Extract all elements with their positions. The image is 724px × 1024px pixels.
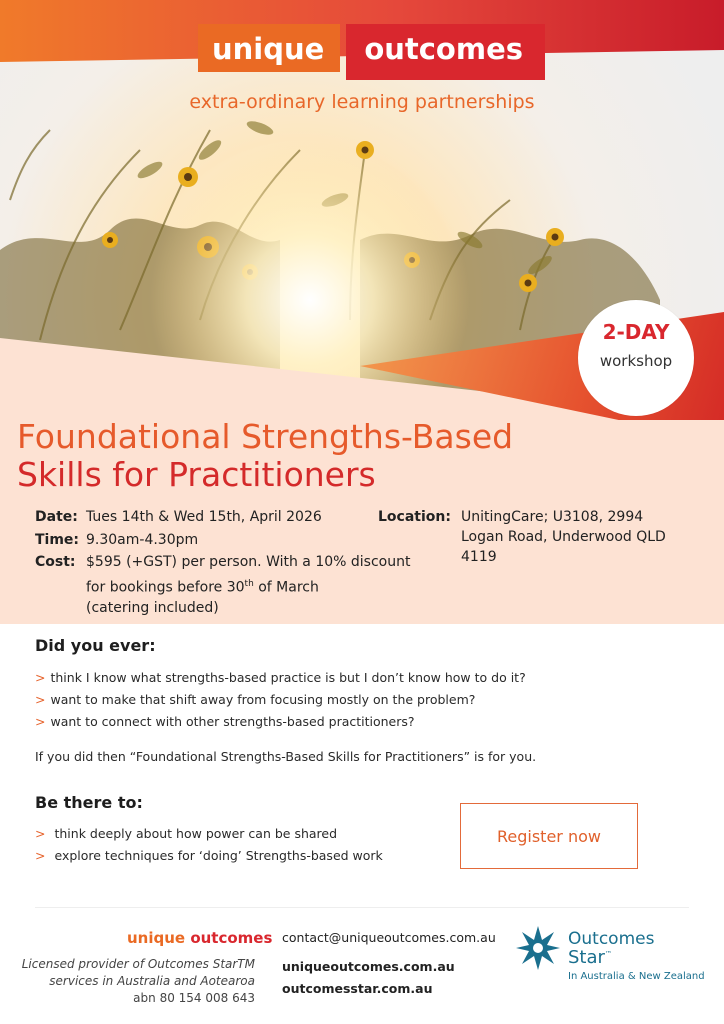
cost-line-1: $595 (+GST) per person. With a 10% discount (86, 554, 411, 570)
logo-outcomes-block: outcomes (346, 24, 545, 80)
outcomes-star-word2 (568, 947, 612, 968)
website-link-unique[interactable]: uniqueoutcomes.com.au (282, 959, 455, 974)
did-you-ever-list (35, 667, 526, 733)
chevron-right-icon: > (35, 692, 46, 707)
badge-type: workshop (599, 352, 673, 370)
page-title (17, 418, 513, 494)
location-row (378, 507, 451, 527)
date-row (35, 507, 78, 527)
time-value: 9.30am-4.30pm (86, 532, 199, 548)
location-line-3: 4119 (461, 549, 497, 565)
outcomes-star-tm: ™ (604, 950, 612, 958)
chevron-right-icon: > (35, 848, 46, 863)
license-statement (22, 956, 255, 990)
logo-unique-block: unique (198, 24, 340, 72)
abn-number: abn 80 154 008 643 (133, 991, 255, 1005)
license-line-2: services in Australia and Aotearoa (49, 974, 255, 988)
list-item-text: want to connect with other strengths-based practitioners? (50, 714, 415, 729)
outcomes-star-word2-text: Star (568, 947, 605, 968)
footer-brand-unique: unique (127, 929, 186, 947)
footer-contacts (282, 928, 496, 1001)
chevron-right-icon: > (35, 826, 46, 841)
title-line-2: Skills for Practitioners (17, 455, 376, 494)
title-line-1: Foundational Strengths-Based (17, 417, 514, 456)
chevron-right-icon: > (35, 714, 46, 729)
contact-email-link[interactable]: contact@uniqueoutcomes.com.au (282, 930, 496, 945)
location-line-1: UnitingCare; U3108, 2994 (461, 509, 644, 525)
duration-badge (578, 300, 694, 416)
date-label: Date: (35, 509, 78, 525)
cost-line-2b: of March (253, 579, 319, 596)
location-value (461, 507, 701, 567)
list-item-text: explore techniques for ‘doing’ Strengths-based work (54, 848, 383, 863)
be-there-heading: Be there to: (35, 793, 143, 812)
location-line-2: Logan Road, Underwood QLD (461, 529, 666, 545)
list-item-text: think deeply about how power can be shared (54, 826, 338, 841)
register-button[interactable]: Register now (460, 803, 638, 869)
footer-brand (127, 929, 272, 947)
cost-row (35, 552, 76, 572)
cost-line-2a: for bookings before 30 (86, 579, 245, 596)
time-row (35, 530, 79, 550)
list-item-text: think I know what strengths-based practice is but I don’t know how to do it? (50, 670, 526, 685)
brand-logo (198, 24, 545, 80)
cost-label: Cost: (35, 554, 76, 570)
cost-line-3: (catering included) (86, 599, 219, 616)
time-label: Time: (35, 532, 80, 548)
closing-statement: If you did then “Foundational Strengths-Based Skills for Practitioners” is for you. (35, 749, 537, 764)
list-item (35, 711, 526, 733)
website-link-outcomesstar[interactable]: outcomesstar.com.au (282, 981, 433, 996)
list-item (35, 823, 383, 845)
badge-duration: 2-DAY (602, 320, 670, 344)
cost-line-2 (86, 574, 386, 598)
star-icon (516, 926, 560, 970)
list-item-text: want to make that shift away from focusing mostly on the problem? (50, 692, 476, 707)
date-value: Tues 14th & Wed 15th, April 2026 (86, 509, 322, 525)
footer-brand-outcomes: outcomes (190, 929, 273, 947)
did-you-ever-heading: Did you ever: (35, 636, 156, 655)
location-label: Location: (378, 509, 451, 525)
cost-line-2-sup: th (244, 579, 254, 589)
chevron-right-icon: > (35, 670, 46, 685)
be-there-list (35, 823, 383, 867)
outcomes-star-word1: Outcomes (568, 929, 655, 949)
license-line-1: Licensed provider of Outcomes StarTM (21, 957, 255, 971)
hero-banner (0, 0, 724, 420)
footer-divider (35, 907, 689, 908)
tagline: extra-ordinary learning partnerships (189, 91, 535, 113)
list-item (35, 845, 383, 867)
cost-value (86, 552, 411, 618)
outcomes-star-region: In Australia & New Zealand (568, 971, 705, 982)
list-item (35, 689, 526, 711)
list-item (35, 667, 526, 689)
